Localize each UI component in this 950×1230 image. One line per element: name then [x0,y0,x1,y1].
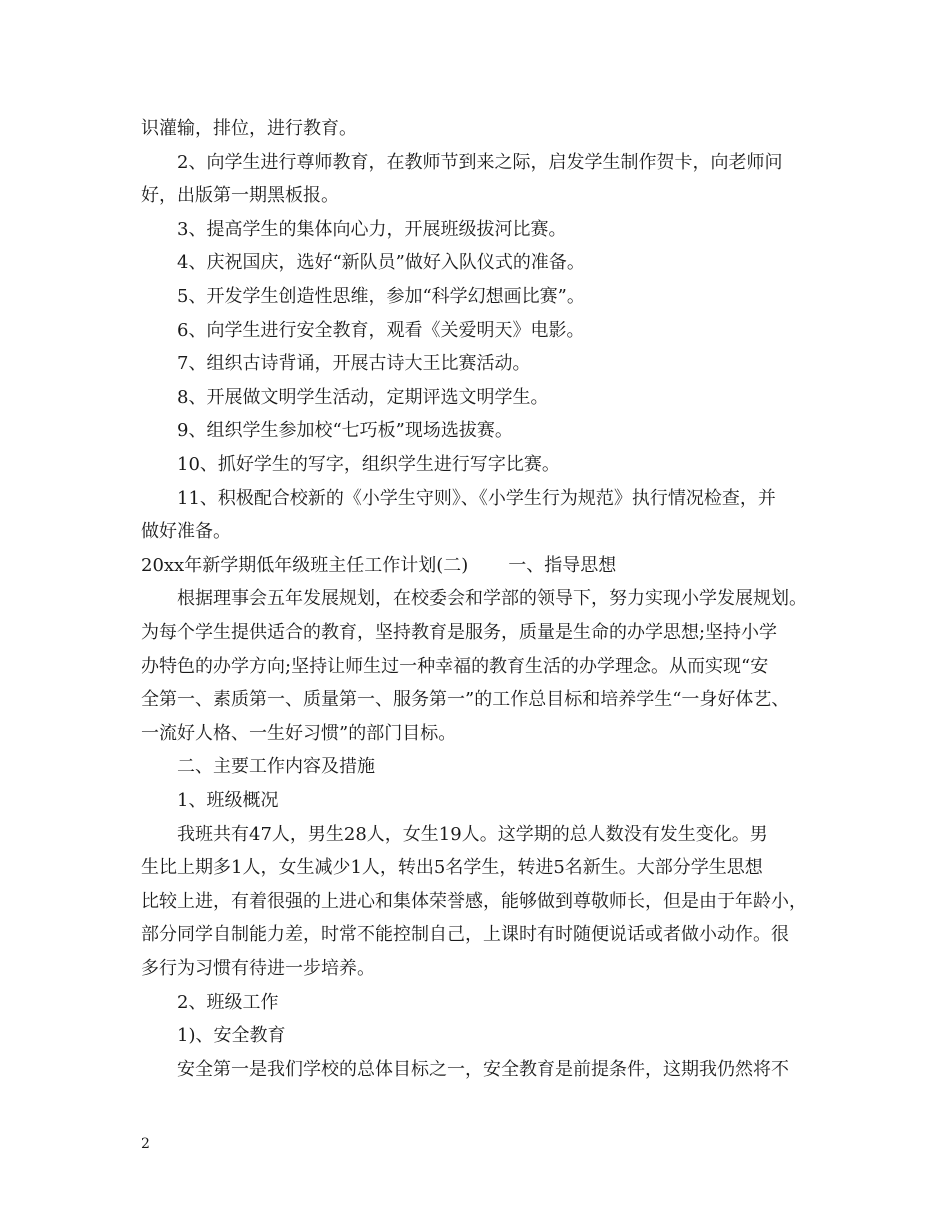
paragraph-line: 5、开发学生创造性思维，参加“科学幻想画比赛”。 [177,286,585,307]
paragraph-line: 6、向学生进行安全教育，观看《关爱明天》电影。 [177,319,585,341]
paragraph-line: 我班共有47人，男生28人，女生19人。这学期的总人数没有发生变化。男 [177,823,768,845]
paragraph-line: 生比上期多1人，女生减少1人，转出5名学生，转进5名新生。大部分学生思想 [141,857,763,879]
paragraph-line: 识灌输，排位，进行教育。 [141,118,357,139]
paragraph-line: 二、主要工作内容及措施 [177,756,375,778]
paragraph-line: 安全第一是我们学校的总体目标之一，安全教育是前提条件，这期我仍然将不 [177,1058,789,1080]
paragraph-line: 2、班级工作 [177,991,279,1013]
paragraph-line: 办特色的办学方向;坚持让师生过一种幸福的教育生活的办学理念。从而实现“安 [141,655,769,677]
paragraph-line: 好，出版第一期黑板报。 [141,185,339,207]
paragraph-line: 多行为习惯有待进一步培养。 [141,958,375,979]
paragraph-line: 11、积极配合校新的《小学生守则》、《小学生行为规范》执行情况检查，并 [177,487,776,509]
section-heading: 一、指导思想 [508,554,617,576]
paragraph-line: 7、组织古诗背诵，开展古诗大王比赛活动。 [177,353,531,375]
paragraph-line: 部分同学自制能力差，时常不能控制自己，上课时有时随便说话或者做小动作。很 [141,924,789,946]
paragraph-line: 8、开展做文明学生活动，定期评选文明学生。 [177,386,549,408]
paragraph-line: 4、庆祝国庆，选好“新队员”做好入队仪式的准备。 [177,252,585,274]
paragraph-line: 为每个学生提供适合的教育，坚持教育是服务，质量是生命的办学思想;坚持小学 [141,622,778,643]
paragraph-line: 9、组织学生参加校“七巧板”现场选拔赛。 [177,420,513,442]
page-number: 2 [141,1136,150,1152]
paragraph-line: 比较上进，有着很强的上进心和集体荣誉感，能够做到尊敬师长，但是由于年龄小， [141,890,807,912]
section-title-line [0,555,950,577]
section-title: 20xx年新学期低年级班主任工作计划(二) [141,554,469,576]
paragraph-line: 3、提高学生的集体向心力，开展班级拔河比赛。 [177,218,567,240]
paragraph-line: 全第一、素质第一、质量第一、服务第一”的工作总目标和培养学生“一身好体艺、 [141,689,790,711]
paragraph-line: 2、向学生进行尊师教育，在教师节到来之际，启发学生制作贺卡，向老师问 [177,151,783,173]
paragraph-line: 10、抓好学生的写字，组织学生进行写字比赛。 [177,454,560,475]
paragraph-line: 一流好人格、一生好习惯”的部门目标。 [141,722,457,744]
paragraph-line: 1)、安全教育 [177,1025,286,1047]
paragraph-line: 1、班级概况 [177,790,279,811]
paragraph-line: 根据理事会五年发展规划，在校委会和学部的领导下，努力实现小学发展规划。 [177,588,807,610]
paragraph-line: 做好准备。 [141,521,231,543]
